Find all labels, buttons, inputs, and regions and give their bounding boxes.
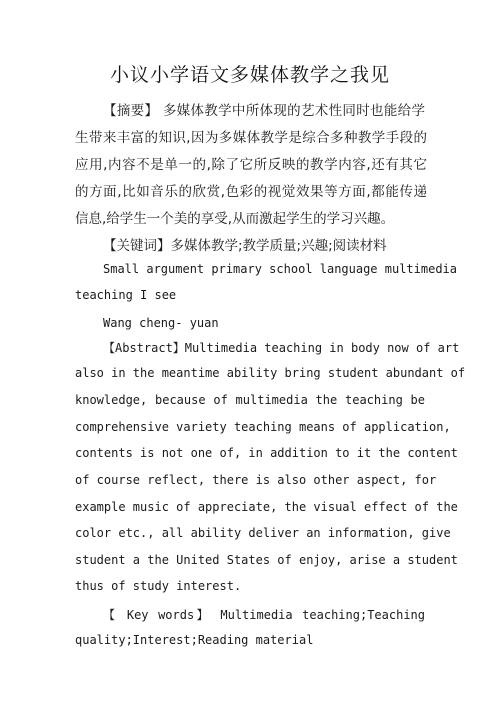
abstract-en-line: of course reflect, there is also other aspect, for	[75, 473, 437, 487]
abstract-cn-line: 【摘要】 多媒体教学中所体现的艺术性同时也能给学	[103, 103, 425, 119]
abstract-en-line: contents is not one of, in addition to it the content	[75, 446, 458, 460]
abstract-en-line: knowledge, because of multimedia the teaching be	[75, 393, 425, 407]
keywords-en-line: quality;Interest;Reading material	[75, 633, 314, 647]
abstract-en-line: student a the United States of enjoy, arise a student	[75, 553, 458, 567]
author-en: Wang cheng- yuan	[103, 316, 219, 330]
abstract-en-line: also in the meantime ability bring student abundant of	[75, 366, 466, 380]
title-en-line: teaching I see	[75, 288, 177, 302]
keywords-en-line: 【 Key words】 Multimedia teaching;Teaching	[103, 608, 425, 622]
abstract-en-line: 【Abstract】Multimedia teaching in body now of art	[103, 341, 460, 355]
abstract-en-line: example music of appreciate, the visual effect of the	[75, 500, 458, 514]
abstract-en-line: comprehensive variety teaching means of application,	[75, 420, 451, 434]
abstract-cn-line: 应用,内容不是单一的,除了它所反映的教学内容,还有其它	[75, 157, 427, 173]
abstract-cn-line: 的方面,比如音乐的欣赏,色彩的视觉效果等方面,都能传递	[75, 184, 427, 200]
abstract-cn-line: 生带来丰富的知识,因为多媒体教学是综合多种教学手段的	[75, 130, 427, 146]
abstract-en-line: thus of study interest.	[75, 579, 242, 593]
keywords-cn: 【关键词】多媒体教学;教学质量;兴趣;阅读材料	[103, 238, 387, 254]
abstract-cn-line: 信息,给学生一个美的享受,从而激起学生的学习兴趣。	[75, 211, 395, 227]
abstract-en-line: color etc., all ability deliver an information, give	[75, 526, 451, 540]
title-en-line: Small argument primary school language multimedia	[103, 262, 458, 276]
document-title: 小议小学语文多媒体教学之我见	[109, 64, 390, 86]
